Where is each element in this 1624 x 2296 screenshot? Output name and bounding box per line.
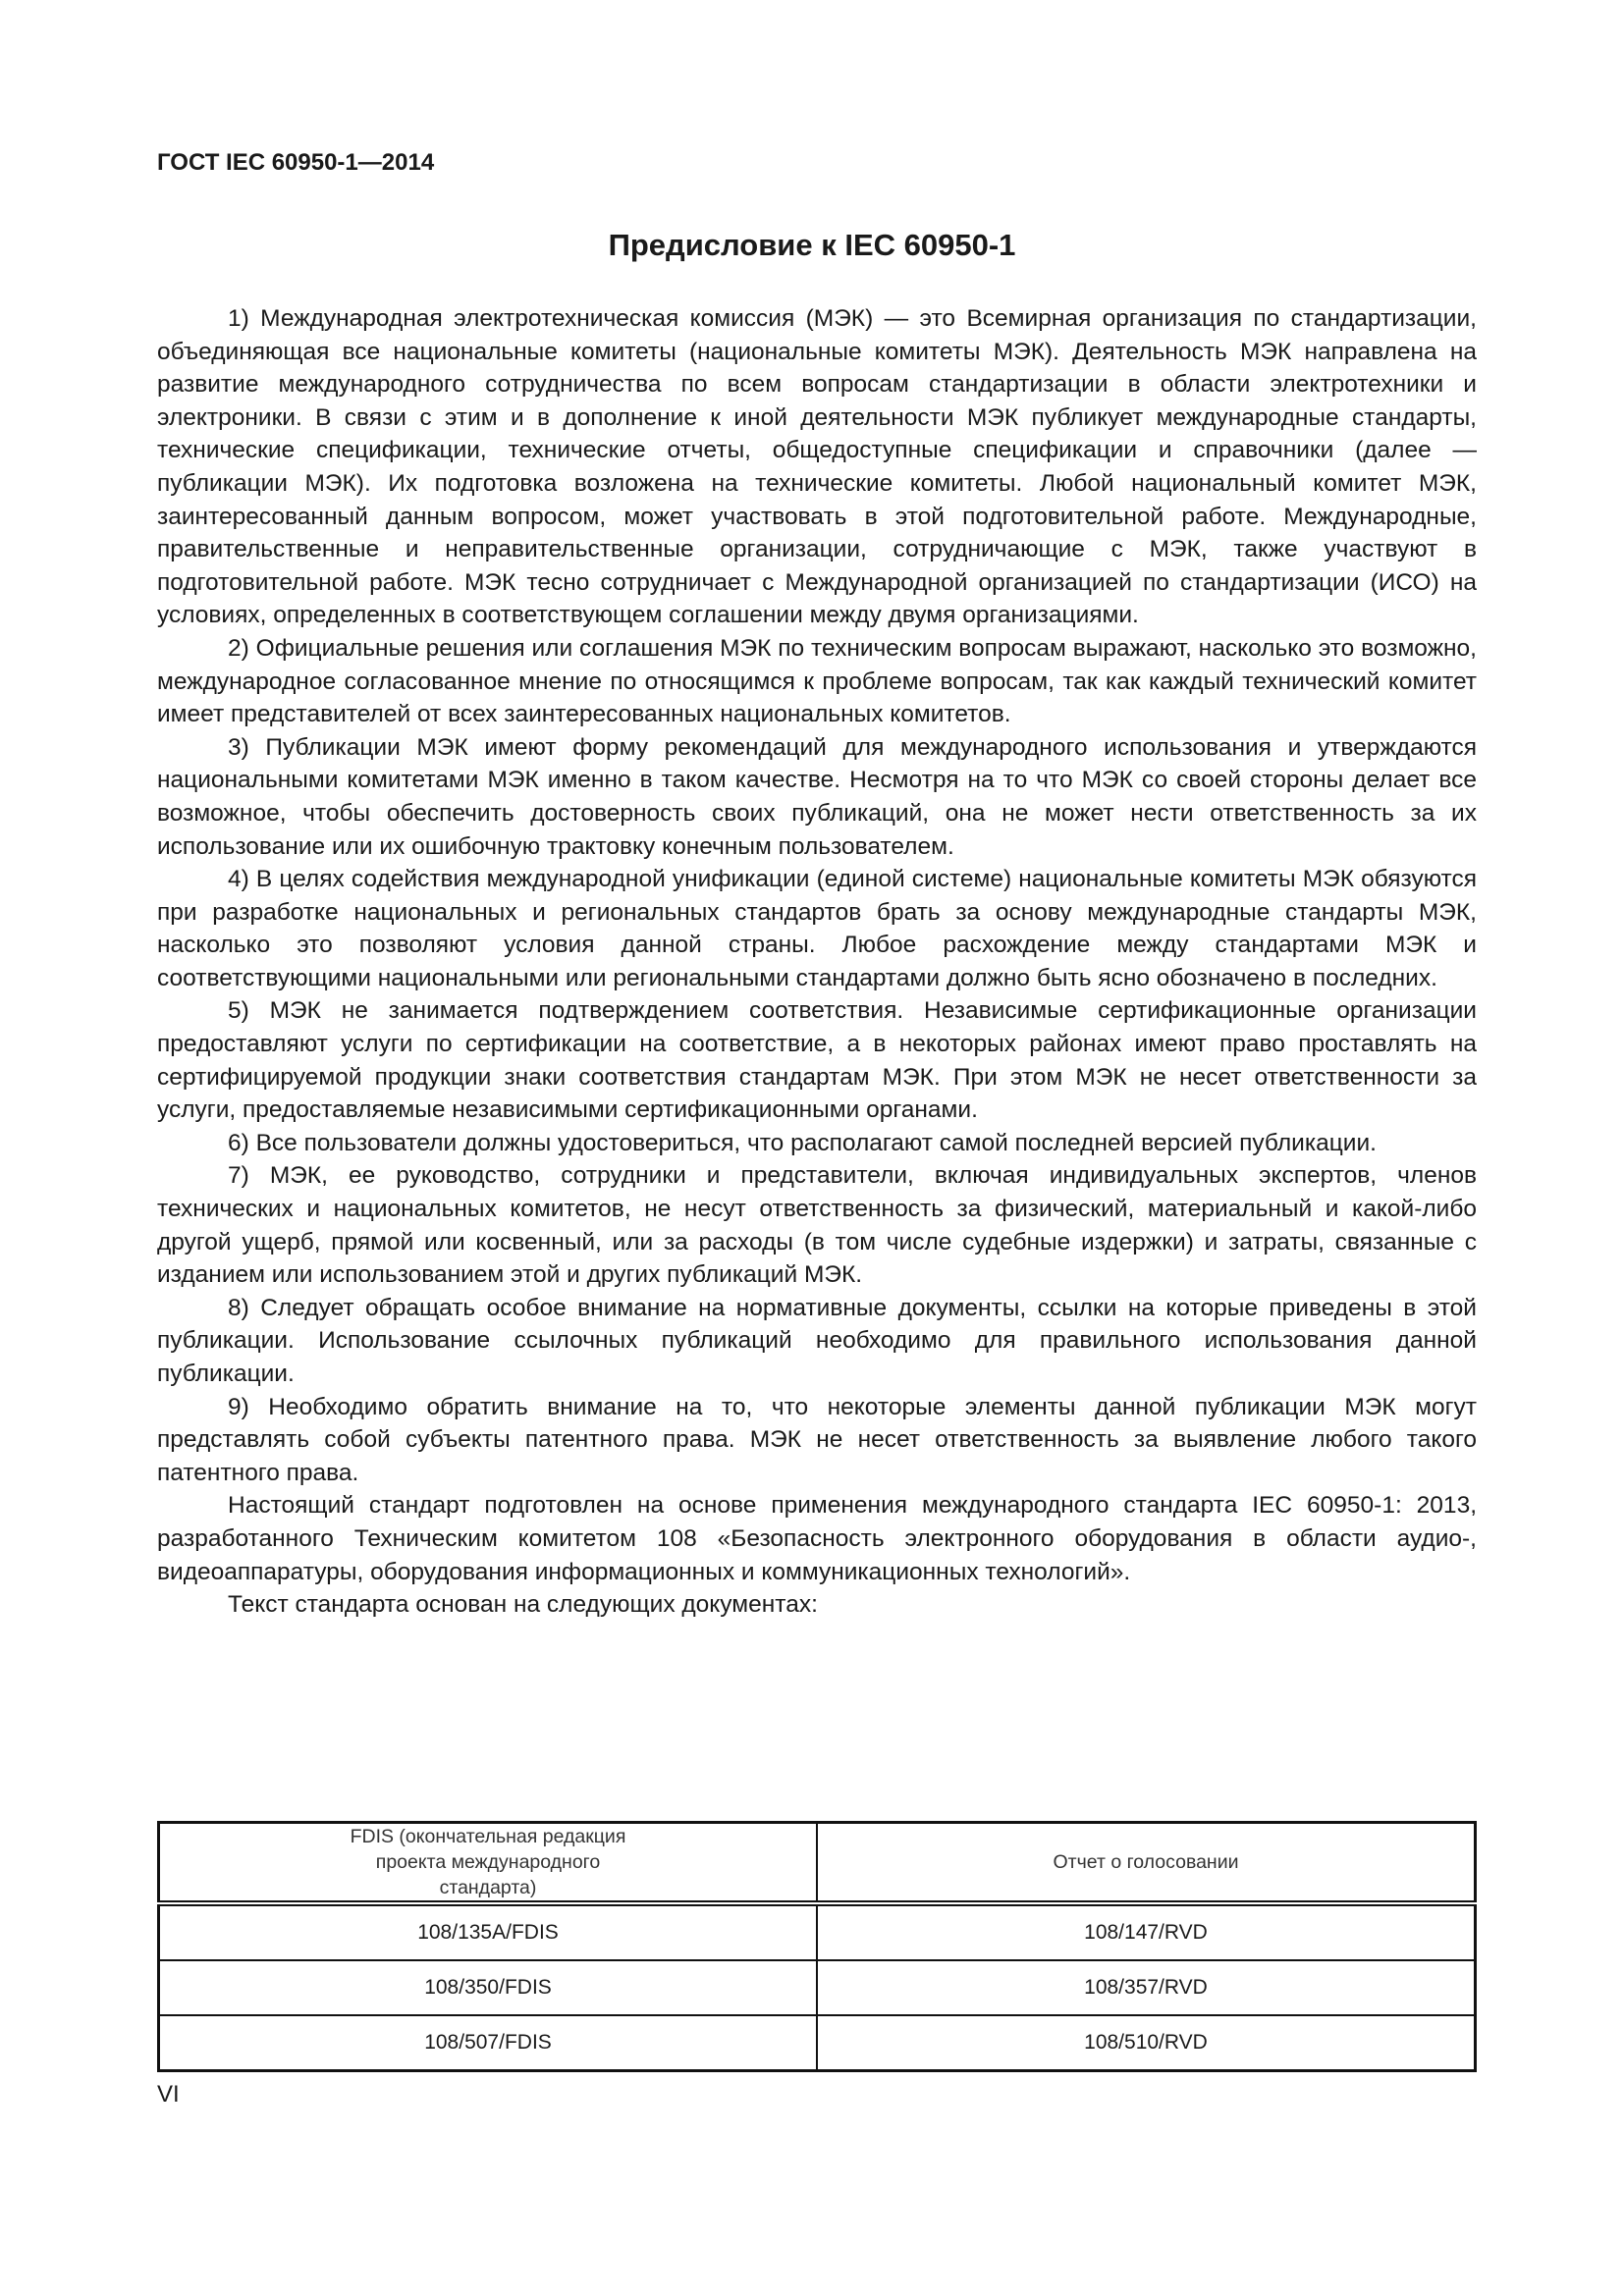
paragraph: 9) Необходимо обратить внимание на то, что некоторые элементы данной публикации МЭК могут представлять собой субъекты патентного права. МЭК не несет ответственность за выявление любого такого патентного права. (157, 1393, 1477, 1486)
paragraph: Текст стандарта основан на следующих документах: (228, 1591, 818, 1619)
table-cell: 108/147/RVD (817, 1903, 1476, 1960)
document-header: ГОСТ IEC 60950-1—2014 (157, 149, 435, 176)
table-row (159, 1960, 1476, 2015)
paragraph: 5) МЭК не занимается подтверждением соответствия. Независимые сертификационные организации предоставляют услуги по сертификации на соответствие, а в некоторых районах имеют право проставлять на сертифицируемой продукции знаки соответствия стандартам МЭК. При этом МЭК не несет ответственности за услуги, предоставляемые независимыми сертификационными органами. (157, 997, 1477, 1124)
paragraph: 3) Публикации МЭК имеют форму рекомендаций для международного использования и утверждаются национальными комитетами МЭК именно в таком качестве. Несмотря на то что МЭК со своей стороны делает все возможное, чтобы обеспечить достоверность своих публикаций, она не может нести ответственность за их использование или их ошибочную трактовку конечным пользователем. (157, 733, 1477, 860)
paragraph: 1) Международная электротехническая комиссия (МЭК) — это Всемирная организация по стандартизации, объединяющая все национальные комитеты (национальные комитеты МЭК). Деятельность МЭК направлена на развитие международного сотрудничества по всем вопросам стандартизации в области электротехники и электроники. В связи с этим и в дополнение к иной деятельности МЭК публикует международные стандарты, технические спецификации, технические отчеты, общедоступные спецификации и справочники (далее — публикации МЭК). Их подготовка возложена на технические комитеты. Любой национальный комитет МЭК, заинтересованный данным вопросом, может участвовать в этой подготовительной работе. Международные, правительственные и неправительственные организации, сотрудничающие с МЭК, также участвуют в подготовительной работе. МЭК тесно сотрудничает с Международной организацией по стандартизации (ИСО) на условиях, определенных в соответствующем соглашении между двумя организациями. (157, 305, 1477, 629)
page-title: Предисловие к IEC 60950-1 (608, 228, 1016, 262)
table-row (159, 2015, 1476, 2071)
table-row (159, 1903, 1476, 1960)
table-cell: 108/507/FDIS (159, 2015, 818, 2071)
paragraph: 4) В целях содействия международной унификации (единой системе) национальные комитеты МЭК обязуются при разработке национальных и региональных стандартов брать за основу международные стандарты МЭК, насколько это позволяют условия данной страны. Любое расхождение между стандартами МЭК и соответствующими национальными или региональными стандартами должно быть ясно обозначено в последних. (157, 866, 1477, 991)
column-header-fdis: FDIS (окончательная редакция проекта международного стандарта) (159, 1823, 818, 1904)
paragraph: Настоящий стандарт подготовлен на основе применения международного стандарта IEC 60950-1: 2013, разработанного Техническим комитетом 108 «Безопасность электронного оборудования в области аудио-, видеоаппаратуры, оборудования информационных и коммуникационных технологий». (157, 1492, 1477, 1585)
table-cell: 108/135A/FDIS (159, 1903, 818, 1960)
column-header-voting-report: Отчет о голосовании (817, 1823, 1476, 1904)
table-cell: 108/510/RVD (817, 2015, 1476, 2071)
paragraph: 7) МЭК, ее руководство, сотрудники и представители, включая индивидуальных экспертов, членов технических и национальных комитетов, не несут ответственность за физический, материальный и какой-либо другой ущерб, прямой или косвенный, или за расходы (в том числе судебные издержки) и затраты, связанные с изданием или использованием этой и других публикаций МЭК. (157, 1162, 1477, 1289)
table-header-row (159, 1823, 1476, 1904)
paragraph: 2) Официальные решения или соглашения МЭК по техническим вопросам выражают, насколько это возможно, международное согласованное мнение по относящимся к проблеме вопросам, так как каждый технический комитет имеет представителей от всех заинтересованных национальных комитетов. (157, 634, 1477, 728)
paragraph: 8) Следует обращать особое внимание на нормативные документы, ссылки на которые приведены в этой публикации. Использование ссылочных публикаций необходимо для правильного использования данной публикации. (157, 1294, 1477, 1387)
documents-table (157, 1821, 1477, 2072)
page-number: VI (157, 2081, 180, 2108)
paragraph: 6) Все пользователи должны удостовериться, что располагают самой последней версией публикации. (228, 1129, 1377, 1156)
foreword-body (157, 302, 1477, 1622)
table-cell: 108/357/RVD (817, 1960, 1476, 2015)
table-cell: 108/350/FDIS (159, 1960, 818, 2015)
